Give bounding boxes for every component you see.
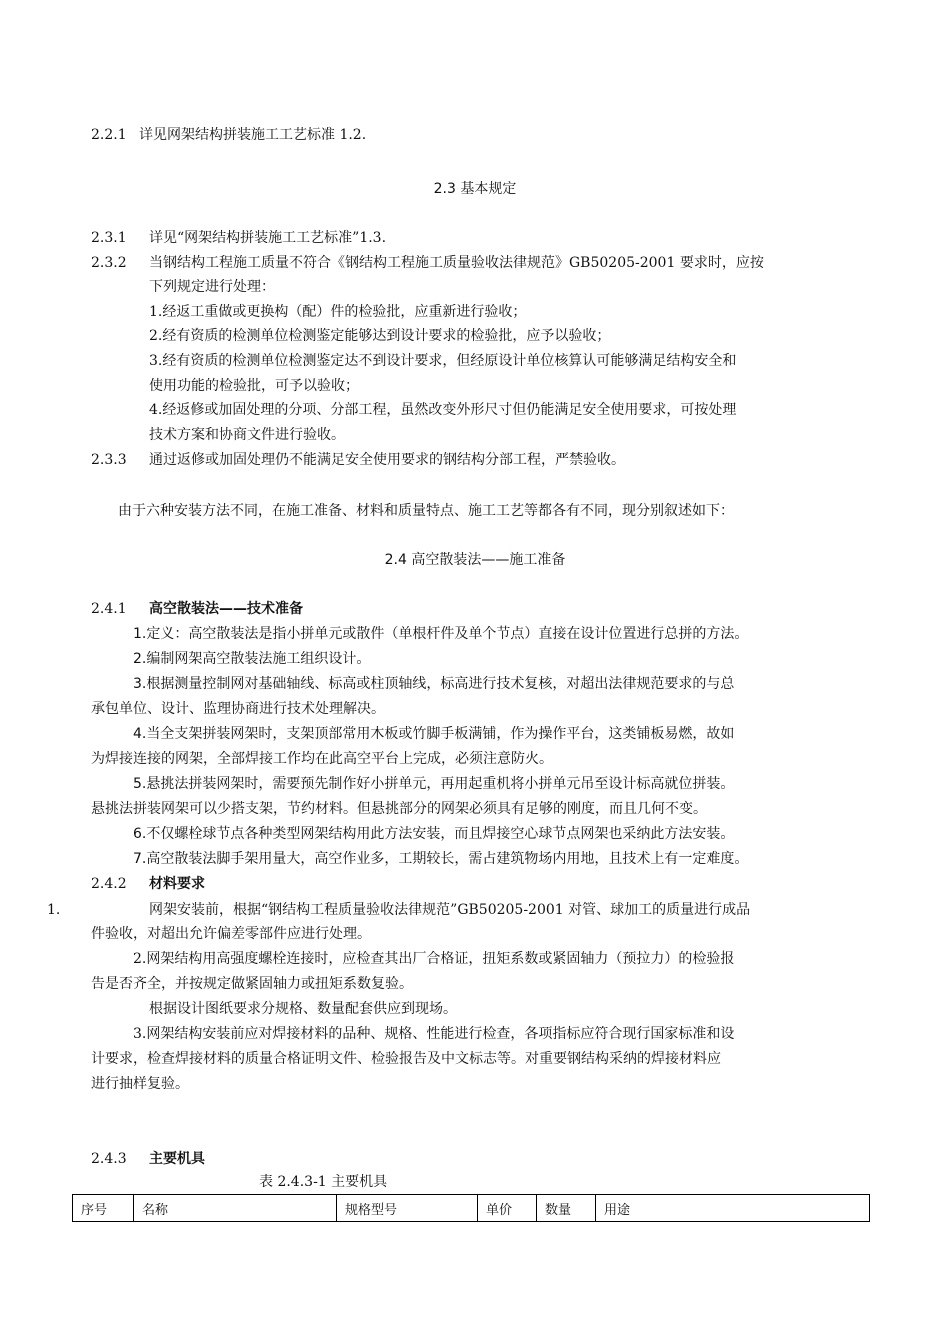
paragraph-line: 为焊接连接的网架，全部焊接工作均在此高空平台上完成，必须注意防火。 xyxy=(91,751,553,767)
paragraph-line: 6.不仅螺栓球节点各种类型网架结构用此方法安装，而且焊接空心球节点网架也采纳此方法安装。 xyxy=(133,826,735,842)
section-number: 2.3.1 xyxy=(91,230,127,246)
section-text: 详见“网架结构拼装施工工艺标准”1.3. xyxy=(149,230,387,246)
section-number: 2.2.1 xyxy=(91,127,127,143)
list-item: 3.经有资质的检测单位检测鉴定达不到设计要求，但经原设计单位核算认可能够满足结构安全和 xyxy=(149,353,737,369)
list-item: 2.经有资质的检测单位检测鉴定能够达到设计要求的检验批，应予以验收； xyxy=(149,328,611,344)
paragraph-line: 3.根据测量控制网对基础轴线、标高或柱顶轴线，标高进行技术复核，对超出法律规范要求的与总 xyxy=(133,676,735,692)
paragraph-line: 件验收，对超出允许偏差零部件应进行处理。 xyxy=(91,926,371,942)
paragraph-line: 进行抽样复验。 xyxy=(91,1076,189,1092)
list-item: 4.经返修或加固处理的分项、分部工程，虽然改变外形尺寸但仍能满足安全使用要求，可按处理 xyxy=(149,402,737,418)
paragraph-line: 2.编制网架高空散装法施工组织设计。 xyxy=(133,651,371,667)
section-number: 2.4.2 xyxy=(91,876,127,892)
section-text: 当钢结构工程施工质量不符合《钢结构工程施工质量验收法律规范》GB50205-2001 要求时，应按 xyxy=(149,255,764,271)
column-header: 规格型号 xyxy=(337,1195,478,1222)
section-2-2-1 xyxy=(91,123,366,147)
paragraph-line: 网架安装前，根据“钢结构工程质量验收法律规范”GB50205-2001 对管、球加工的质量进行成品 xyxy=(149,902,751,918)
section-text: 详见网架结构拼装施工工艺标准 1.2. xyxy=(139,127,367,143)
paragraph-line: 1.定义：高空散装法是指小拼单元或散件（单根杆件及单个节点）直接在设计位置进行总拼的方法。 xyxy=(133,626,749,642)
section-2-4-1 xyxy=(91,597,303,621)
column-header: 名称 xyxy=(134,1195,337,1222)
list-item: 使用功能的检验批，可予以验收； xyxy=(149,378,359,394)
section-2-4-2 xyxy=(91,872,205,896)
section-number: 2.4.1 xyxy=(91,601,127,617)
section-number: 2.3.2 xyxy=(91,255,127,271)
heading-2-3: 2.3 基本规定 xyxy=(433,181,517,197)
section-text-continued: 下列规定进行处理： xyxy=(149,279,275,295)
section-title: 材料要求 xyxy=(149,876,205,892)
column-header: 用途 xyxy=(596,1195,870,1222)
paragraph-line: 计要求，检查焊接材料的质量合格证明文件、检验报告及中文标志等。对重要钢结构采纳的焊接材料应 xyxy=(91,1051,721,1067)
section-text: 通过返修或加固处理仍不能满足安全使用要求的钢结构分部工程，严禁验收。 xyxy=(149,452,625,468)
heading-2-4: 2.4 高空散装法——施工准备 xyxy=(384,552,566,568)
column-header: 数量 xyxy=(537,1195,596,1222)
intro-paragraph: 由于六种安装方法不同，在施工准备、材料和质量特点、施工工艺等都各有不同，现分别叙述如下： xyxy=(118,503,734,519)
section-2-4-3 xyxy=(91,1147,205,1171)
section-number: 2.3.3 xyxy=(91,452,127,468)
paragraph-line: 4.当全支架拼装网架时，支架顶部常用木板或竹脚手板满铺，作为操作平台，这类铺板易燃，故如 xyxy=(133,726,735,742)
column-header: 序号 xyxy=(73,1195,134,1222)
paragraph-line: 7.高空散装法脚手架用量大，高空作业多，工期较长，需占建筑物场内用地，且技术上有一定难度。 xyxy=(133,851,749,867)
paragraph-line: 告是否齐全，并按规定做紧固轴力或扭矩系数复验。 xyxy=(91,976,413,992)
table-caption: 表 2.4.3-1 主要机具 xyxy=(259,1174,388,1190)
list-item: 1.经返工重做或更换构（配）件的检验批，应重新进行验收； xyxy=(149,304,527,320)
list-item: 技术方案和协商文件进行验收。 xyxy=(149,427,345,443)
section-2-3-1 xyxy=(91,226,386,250)
column-header: 单价 xyxy=(478,1195,537,1222)
list-marker: 1. xyxy=(47,902,61,918)
section-2-3-3 xyxy=(91,448,625,472)
paragraph-line: 5.悬挑法拼装网架时，需要预先制作好小拼单元，再用起重机将小拼单元吊至设计标高就位拼装。 xyxy=(133,776,735,792)
section-number: 2.4.3 xyxy=(91,1151,127,1167)
table-header-row xyxy=(73,1195,870,1222)
section-title: 主要机具 xyxy=(149,1151,205,1167)
paragraph-line: 悬挑法拼装网架可以少搭支架，节约材料。但悬挑部分的网架必须具有足够的刚度，而且几何不变。 xyxy=(91,801,707,817)
paragraph-line: 2.网架结构用高强度螺栓连接时，应检查其出厂合格证，扭矩系数或紧固轴力（预拉力）的检验报 xyxy=(133,951,735,967)
paragraph-line: 3.网架结构安装前应对焊接材料的品种、规格、性能进行检查，各项指标应符合现行国家标准和设 xyxy=(133,1026,735,1042)
paragraph-line: 承包单位、设计、监理协商进行技术处理解决。 xyxy=(91,701,385,717)
section-title: 高空散装法——技术准备 xyxy=(149,601,303,617)
paragraph-line: 根据设计图纸要求分规格、数量配套供应到现场。 xyxy=(149,1001,457,1017)
section-2-3-2 xyxy=(91,251,764,275)
equipment-table xyxy=(72,1194,870,1222)
